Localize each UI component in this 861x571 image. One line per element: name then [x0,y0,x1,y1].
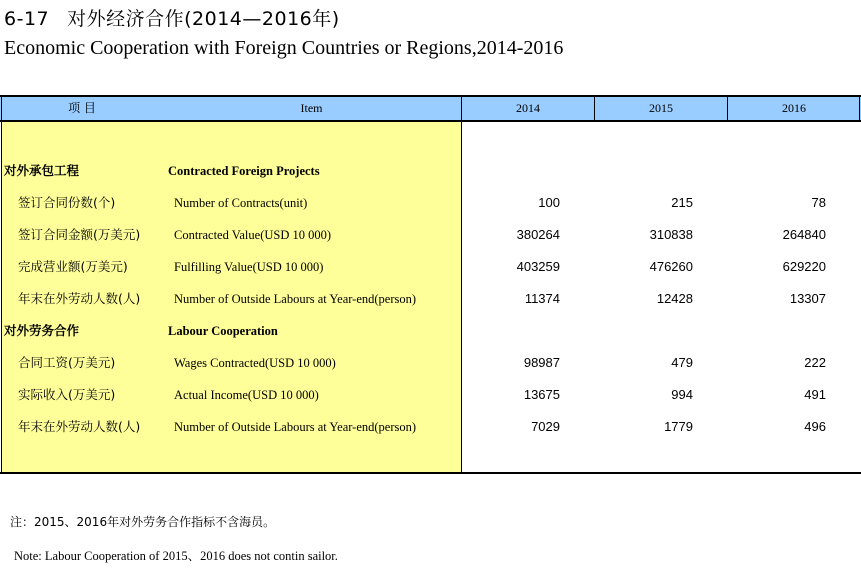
value-2015: 1779 [664,419,693,434]
row-label-cn: 实际收入(万美元) [18,387,116,402]
value-2016: 264840 [782,227,826,242]
footnote-en: Note: Labour Cooperation of 2015、2016 does not contin sailor. [14,549,338,563]
table-row [0,193,861,213]
value-2015: 994 [671,387,693,402]
header-year-2015: 2015 [649,101,673,115]
row-label-cn: 年末在外劳动人数(人) [18,419,141,434]
row-label-cn: 签订合同金额(万美元) [18,227,141,242]
value-2015: 12428 [656,291,693,306]
row-label-cn: 年末在外劳动人数(人) [18,291,141,306]
footnote-cn: 注：2015、2016年对外劳务合作指标不含海员。 [10,515,276,529]
table-bottom-rule [0,472,861,474]
value-2014: 11374 [524,291,560,306]
value-2016: 222 [804,355,826,370]
header-divider [1,97,2,122]
value-2016: 78 [811,195,826,210]
header-item-en: Item [300,101,323,115]
row-label-cn: 签订合同份数(个) [18,195,116,210]
value-2014: 403259 [516,259,560,274]
table-row [0,353,861,373]
row-label-en: Contracted Value(USD 10 000) [174,228,332,242]
row-label-en: Contracted Foreign Projects [168,164,320,178]
value-2014: 7029 [531,419,560,434]
value-2016: 496 [804,419,826,434]
header-item-cn: 项 目 [68,101,96,115]
table-row [0,417,861,437]
value-2014: 380264 [516,227,560,242]
row-label-en: Number of Outside Labours at Year-end(person) [174,420,417,434]
header-divider [727,97,728,122]
header-year-2016: 2016 [782,101,806,115]
table-number: 6-17 [4,8,50,30]
row-label-en: Number of Contracts(unit) [174,196,308,210]
value-2016: 13307 [789,291,826,306]
table-row [0,225,861,245]
table-row [0,257,861,277]
value-2015: 215 [671,195,693,210]
value-2015: 479 [671,355,693,370]
row-label-en: Labour Cooperation [168,324,278,338]
value-2015: 310838 [649,227,693,242]
row-label-cn: 完成营业额(万美元) [18,259,128,274]
header-divider [594,97,595,122]
row-label-en: Wages Contracted(USD 10 000) [174,356,336,370]
row-label-cn: 对外劳务合作 [4,323,80,338]
value-2014: 13675 [523,387,560,402]
page-title-cn [4,4,340,31]
value-2016: 629220 [782,259,826,274]
value-2016: 491 [804,387,826,402]
row-label-en: Actual Income(USD 10 000) [174,388,319,402]
table-row [0,289,861,309]
table-row [0,385,861,405]
title-cn-text: 对外经济合作(2014—2016年) [67,8,340,30]
value-2014: 98987 [523,355,560,370]
value-2014: 100 [538,195,560,210]
row-label-en: Fulfilling Value(USD 10 000) [174,260,324,274]
value-2015: 476260 [649,259,693,274]
table-row [0,161,861,181]
row-label-cn: 对外承包工程 [4,163,80,178]
header-divider [461,97,462,122]
header-divider [859,97,860,122]
row-label-cn: 合同工资(万美元) [18,355,116,370]
data-table [0,95,861,475]
table-row [0,321,861,341]
row-label-en: Number of Outside Labours at Year-end(person) [174,292,417,306]
header-year-2014: 2014 [516,101,540,115]
table-header [0,95,861,122]
page-title-en: Economic Cooperation with Foreign Countries or Regions,2014-2016 [4,37,564,59]
